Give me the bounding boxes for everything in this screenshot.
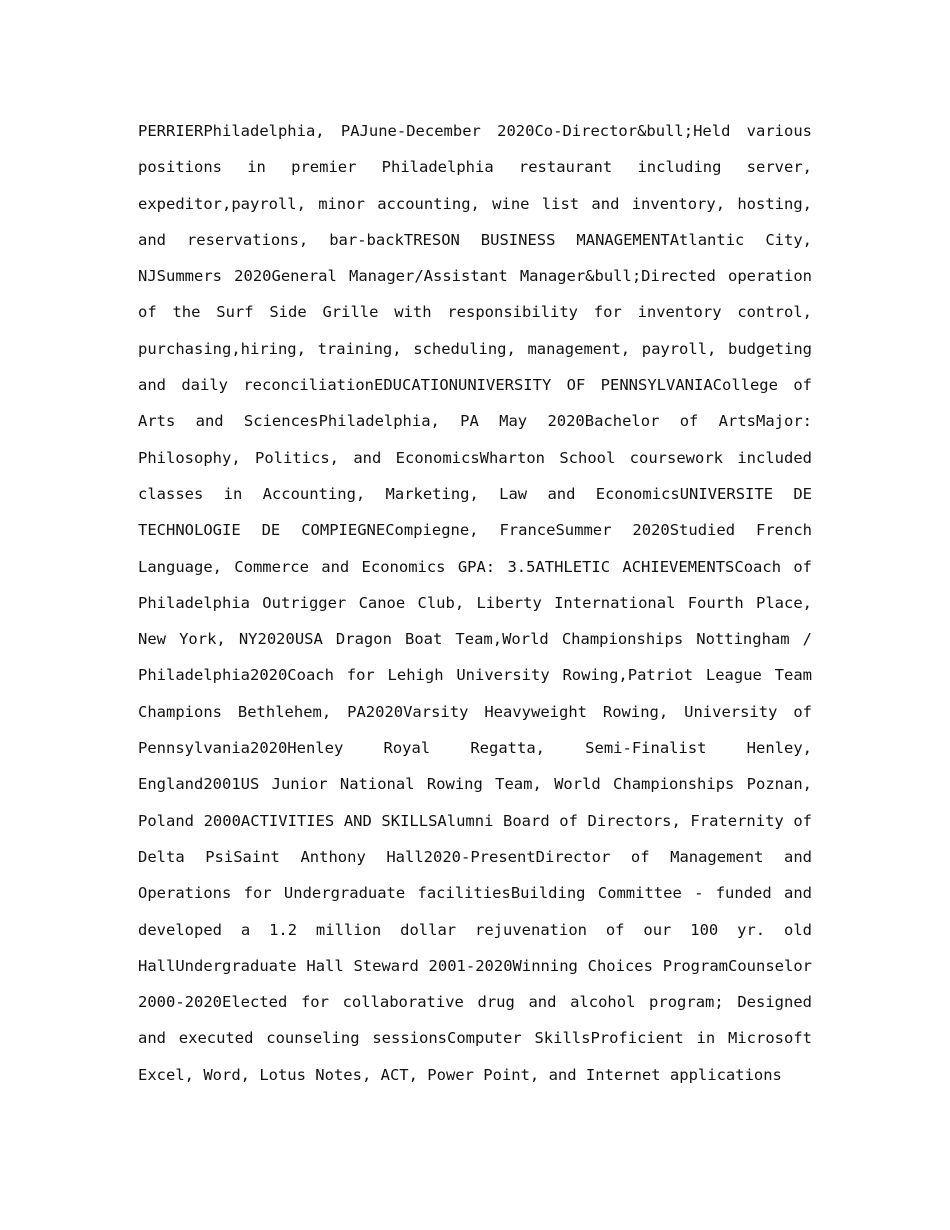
text-line: Delta PsiSaint Anthony Hall2020-PresentDirector of Management and: [138, 847, 812, 866]
text-line: of the Surf Side Grille with responsibility for inventory control,: [138, 303, 812, 322]
text-line: England2001US Junior National Rowing Team, World Championships Poznan,: [138, 775, 812, 794]
text-line: Operations for Undergraduate facilitiesBuilding Committee - funded and: [138, 884, 812, 903]
text-line: Excel, Word, Lotus Notes, ACT, Power Point, and Internet applications: [138, 1065, 782, 1084]
text-line: Philadelphia Outrigger Canoe Club, Liberty International Fourth Place,: [138, 593, 812, 612]
text-line: and daily reconciliationEDUCATIONUNIVERSITY OF PENNSYLVANIACollege of: [138, 376, 812, 395]
text-line: New York, NY2020USA Dragon Boat Team,World Championships Nottingham /: [138, 630, 812, 649]
text-line: 2000-2020Elected for collaborative drug and alcohol program; Designed: [138, 993, 812, 1012]
text-line: NJSummers 2020General Manager/Assistant Manager&bull;Directed operation: [138, 267, 812, 286]
text-line: expeditor,payroll, minor accounting, wine list and inventory, hosting,: [138, 194, 812, 213]
text-line: HallUndergraduate Hall Steward 2001-2020Winning Choices ProgramCounselor: [138, 956, 812, 975]
text-line: Pennsylvania2020Henley Royal Regatta, Semi-Finalist Henley,: [138, 739, 812, 758]
text-line: classes in Accounting, Marketing, Law and EconomicsUNIVERSITE DE: [138, 484, 812, 503]
text-line: developed a 1.2 million dollar rejuvenation of our 100 yr. old: [138, 920, 812, 939]
resume-text-block: [138, 117, 812, 1097]
text-line: Champions Bethlehem, PA2020Varsity Heavyweight Rowing, University of: [138, 702, 812, 721]
text-line: and executed counseling sessionsComputer SkillsProficient in Microsoft: [138, 1029, 812, 1048]
text-line: Poland 2000ACTIVITIES AND SKILLSAlumni Board of Directors, Fraternity of: [138, 811, 812, 830]
text-line: Arts and SciencesPhiladelphia, PA May 2020Bachelor of ArtsMajor:: [138, 412, 812, 431]
text-line: PERRIERPhiladelphia, PAJune-December 2020Co-Director&bull;Held various: [138, 122, 812, 140]
text-line: Philosophy, Politics, and EconomicsWharton School coursework included: [138, 448, 812, 467]
text-line: and reservations, bar-backTRESON BUSINESS MANAGEMENTAtlantic City,: [138, 230, 812, 249]
text-line: Philadelphia2020Coach for Lehigh University Rowing,Patriot League Team: [138, 666, 812, 685]
text-line: Language, Commerce and Economics GPA: 3.5ATHLETIC ACHIEVEMENTSCoach of: [138, 557, 812, 576]
text-line: purchasing,hiring, training, scheduling, management, payroll, budgeting: [138, 339, 812, 358]
text-line: TECHNOLOGIE DE COMPIEGNECompiegne, FranceSummer 2020Studied French: [138, 521, 812, 540]
text-line: positions in premier Philadelphia restaurant including server,: [138, 158, 812, 177]
